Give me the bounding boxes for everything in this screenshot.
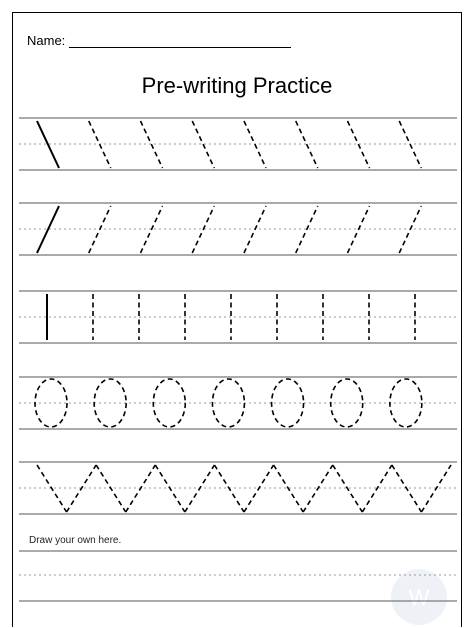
trace-zigzag-segment [303,465,333,512]
name-label: Name: [27,33,66,48]
watermark-logo-icon [389,567,449,627]
trace-zigzag-segment [392,465,422,512]
trace-zigzag-segment [333,465,363,512]
trace-slash [244,206,266,253]
trace-zigzag-segment [37,465,67,512]
trace-slash [399,206,421,253]
trace-slash [89,206,111,253]
trace-backslash [244,121,266,168]
draw-your-own-label: Draw your own here. [29,535,122,546]
trace-oval [272,379,304,427]
trace-zigzag-segment [67,465,97,512]
worksheet-title: Pre-writing Practice [141,73,333,98]
svg-text:W: W [408,585,430,610]
trace-zigzag-segment [274,465,304,512]
trace-zigzag-segment [362,465,392,512]
worksheet [12,12,462,627]
trace-backslash [89,121,111,168]
trace-backslash [399,121,421,168]
